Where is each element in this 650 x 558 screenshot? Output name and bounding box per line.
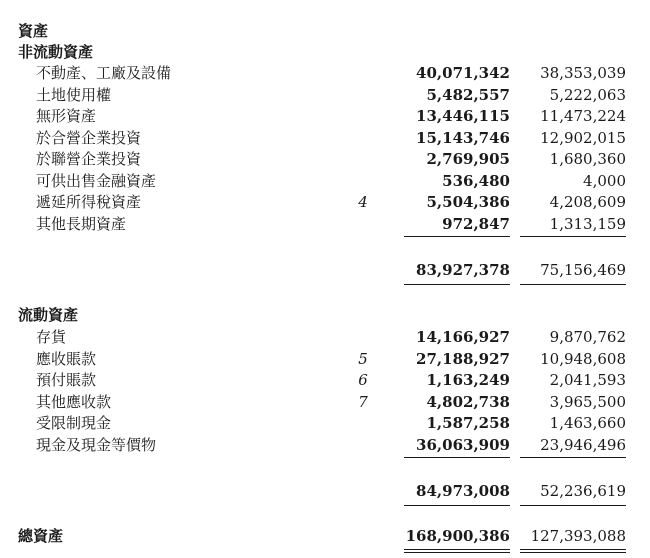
table-row — [0, 213, 650, 235]
current-year-value: 15,143,746 — [416, 128, 510, 147]
prior-year-value: 38,353,039 — [540, 64, 626, 82]
table-row — [0, 170, 650, 192]
prior-year-value: 11,473,224 — [540, 107, 626, 125]
current-year-value: 1,587,258 — [426, 414, 510, 432]
prior-year-value: 12,902,015 — [540, 128, 626, 147]
prior-year-value: 10,948,608 — [540, 349, 626, 368]
table-row — [0, 148, 650, 170]
current-year-value: 36,063,909 — [416, 435, 510, 454]
row-label: 現金及現金等價物 — [36, 435, 157, 454]
row-label: 可供出售金融資產 — [36, 171, 157, 190]
assets-heading-row — [0, 20, 650, 42]
column-rule — [404, 284, 510, 285]
row-label: 應收賬款 — [36, 349, 97, 368]
non-current-assets-title: 非流動資產 — [18, 43, 94, 61]
row-note: 4 — [358, 193, 368, 211]
column-rule — [404, 505, 510, 506]
current-year-value: 536,480 — [442, 171, 510, 190]
current-year-value: 27,188,927 — [416, 349, 510, 368]
prior-year-total: 127,393,088 — [530, 527, 626, 545]
row-label: 預付賬款 — [36, 371, 97, 389]
current-year-total: 168,900,386 — [405, 527, 510, 545]
table-row — [0, 191, 650, 213]
prior-year-value: 1,680,360 — [549, 150, 626, 168]
double-rule-bottom — [520, 552, 626, 553]
table-row — [0, 326, 650, 348]
row-note: 5 — [358, 349, 368, 368]
current-year-value: 40,071,342 — [416, 64, 510, 82]
table-row — [0, 391, 650, 413]
current-year-value: 4,802,738 — [426, 392, 510, 411]
section-heading-assets: 資產 — [18, 22, 49, 40]
prior-year-value: 23,946,496 — [540, 435, 626, 454]
prior-year-value: 4,000 — [583, 171, 626, 190]
current-year-value: 1,163,249 — [426, 371, 510, 389]
current-year-value: 13,446,115 — [416, 107, 510, 125]
row-label: 不動產、工廠及設備 — [36, 64, 172, 82]
row-note: 6 — [358, 371, 368, 389]
prior-year-value: 4,208,609 — [549, 193, 626, 211]
current-year-value: 5,504,386 — [426, 193, 510, 211]
prior-year-subtotal: 52,236,619 — [540, 482, 626, 500]
row-label: 於合營企業投資 — [36, 128, 142, 147]
subtotal-row — [0, 480, 650, 502]
prior-year-value: 1,463,660 — [549, 414, 626, 432]
table-row — [0, 105, 650, 127]
row-label: 遞延所得稅資產 — [36, 193, 142, 211]
table-row — [0, 348, 650, 370]
table-row — [0, 84, 650, 106]
column-rule — [520, 236, 626, 237]
prior-year-value: 2,041,593 — [549, 371, 626, 389]
table-row — [0, 127, 650, 149]
double-rule-bottom — [404, 552, 510, 553]
prior-year-value: 1,313,159 — [549, 214, 626, 233]
column-rule — [404, 457, 510, 458]
subtotal-row — [0, 259, 650, 281]
table-row — [0, 434, 650, 456]
current-year-subtotal: 83,927,378 — [416, 261, 510, 279]
table-row — [0, 369, 650, 391]
row-label: 無形資產 — [36, 107, 97, 125]
prior-year-value: 9,870,762 — [549, 328, 626, 346]
current-year-subtotal: 84,973,008 — [416, 482, 510, 500]
row-label: 其他長期資產 — [36, 214, 127, 233]
row-label: 其他應收款 — [36, 392, 112, 411]
prior-year-subtotal: 75,156,469 — [540, 261, 626, 279]
current-year-value: 14,166,927 — [416, 328, 510, 346]
table-row — [0, 412, 650, 434]
column-rule — [404, 236, 510, 237]
total-row — [0, 525, 650, 547]
prior-year-value: 3,965,500 — [549, 392, 626, 411]
double-rule-top — [520, 549, 626, 550]
column-rule — [520, 284, 626, 285]
column-rule — [520, 505, 626, 506]
row-note: 7 — [358, 392, 368, 411]
table-row — [0, 62, 650, 84]
row-label: 於聯營企業投資 — [36, 150, 142, 168]
current-year-value: 5,482,557 — [426, 85, 510, 104]
double-rule-top — [404, 549, 510, 550]
row-label: 存貨 — [36, 328, 67, 346]
prior-year-value: 5,222,063 — [549, 85, 626, 104]
column-rule — [520, 457, 626, 458]
non-current-title-row — [0, 41, 650, 63]
row-label: 受限制現金 — [36, 414, 112, 432]
row-label: 土地使用權 — [36, 85, 112, 104]
current-year-value: 2,769,905 — [426, 150, 510, 168]
total-assets-label: 總資產 — [18, 527, 64, 545]
current-assets-title: 流動資產 — [18, 306, 79, 324]
current-assets-title-row — [0, 304, 650, 326]
current-year-value: 972,847 — [442, 214, 510, 233]
